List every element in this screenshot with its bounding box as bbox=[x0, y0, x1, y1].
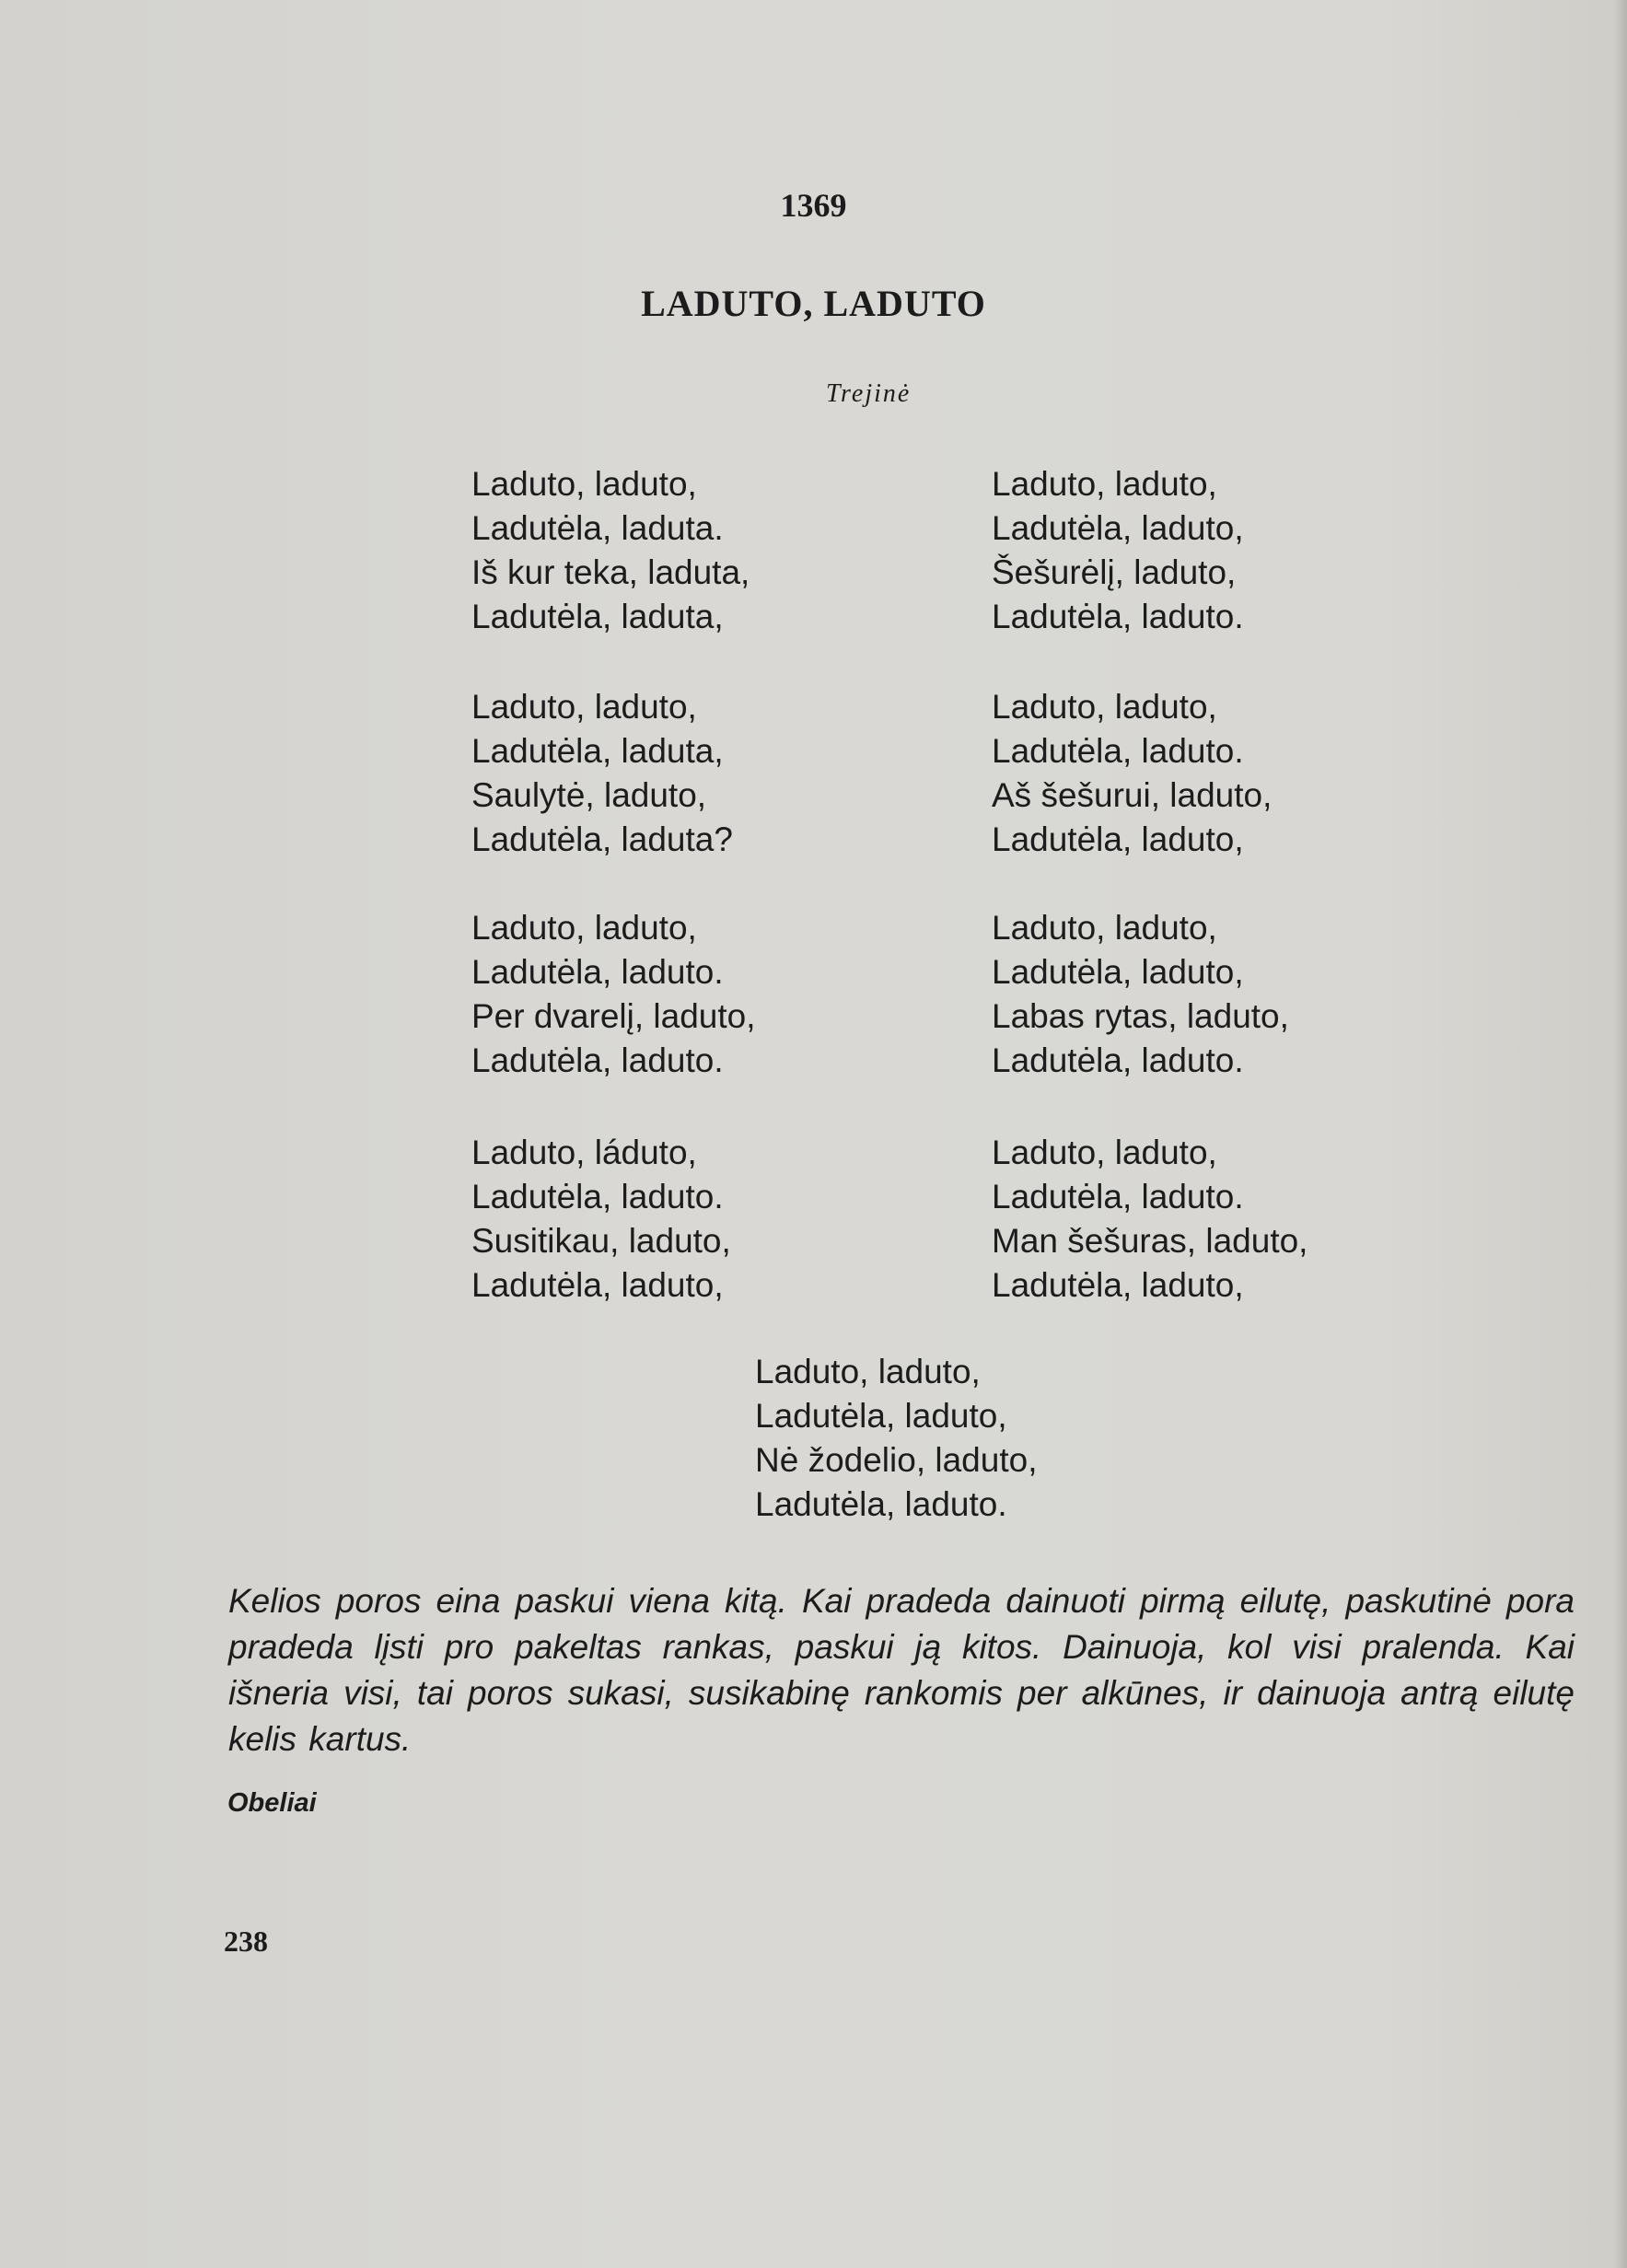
verse-line: Laduto, laduto, bbox=[755, 1353, 981, 1390]
verse-line: Ladutėla, laduto. bbox=[755, 1485, 1007, 1523]
stanza-right-4 bbox=[992, 1131, 1307, 1308]
verse-line: Ladutėla, laduto. bbox=[471, 1041, 724, 1079]
verse-line: Laduto, laduto, bbox=[471, 909, 697, 947]
song-number: 1369 bbox=[780, 187, 847, 224]
verse-line: Šešurėlį, laduto, bbox=[992, 553, 1237, 591]
stanza-right-2 bbox=[992, 685, 1272, 862]
song-subtitle: Trejinė bbox=[826, 379, 912, 408]
verse-line: Ladutėla, laduta, bbox=[471, 598, 724, 635]
verse-line: Ladutėla, laduto, bbox=[471, 1266, 724, 1304]
stanza-right-3 bbox=[992, 906, 1289, 1083]
verse-line: Ladutėla, laduto, bbox=[992, 509, 1244, 547]
stanza-left-3 bbox=[471, 906, 756, 1083]
verse-line: Laduto, laduto, bbox=[992, 1134, 1217, 1171]
verse-line: Ladutėla, laduto, bbox=[992, 953, 1244, 991]
verse-line: Labas rytas, laduto, bbox=[992, 997, 1289, 1035]
verse-line: Ladutėla, laduto. bbox=[992, 732, 1244, 770]
verse-line: Iš kur teka, laduta, bbox=[471, 553, 750, 591]
verse-line: Ladutėla, laduta? bbox=[471, 820, 733, 858]
performance-note: Kelios poros eina paskui viena kitą. Kai pradeda dainuoti pirmą eilutę, paskutinė pora pradeda lįsti pro pakeltas rankas, paskui ją kitos. Dainuoja, kol visi pralenda. Kai išneria visi, tai poros sukasi, susikabinę rankomis per alkūnes, ir dainuoja antrą eilutę kelis kartus. bbox=[228, 1582, 1575, 1758]
verse-line: Aš šešurui, laduto, bbox=[992, 776, 1273, 814]
verse-line: Saulytė, laduto, bbox=[471, 776, 707, 814]
verse-line: Ladutėla, laduto, bbox=[992, 820, 1244, 858]
verse-line: Ladutėla, laduta, bbox=[471, 732, 724, 770]
stanza-right-1 bbox=[992, 462, 1244, 639]
place-of-recording: Obeliai bbox=[227, 1788, 317, 1818]
verse-line: Ladutėla, laduto, bbox=[755, 1397, 1007, 1435]
stanza-left-1 bbox=[471, 462, 750, 639]
verse-line: Laduto, laduto, bbox=[471, 465, 697, 503]
page-number: 238 bbox=[224, 1925, 268, 1958]
verse-line: Ladutėla, laduto. bbox=[471, 1178, 724, 1215]
stanza-final bbox=[755, 1350, 1037, 1527]
stanza-left-2 bbox=[471, 685, 733, 862]
verse-line: Man šešuras, laduto, bbox=[992, 1222, 1308, 1260]
verse-line: Ladutėla, laduto. bbox=[992, 1178, 1244, 1215]
page-edge-shadow bbox=[1614, 0, 1627, 2268]
verse-line: Nė žodelio, laduto, bbox=[755, 1441, 1038, 1479]
verse-line: Susitikau, laduto, bbox=[471, 1222, 731, 1260]
verse-line: Laduto, laduto, bbox=[471, 688, 697, 726]
verse-line: Ladutėla, laduto. bbox=[992, 1041, 1244, 1079]
verse-line: Laduto, laduto, bbox=[992, 465, 1217, 503]
verse-line: Ladutėla, laduto. bbox=[992, 598, 1244, 635]
verse-line: Laduto, laduto, bbox=[992, 909, 1217, 947]
stanza-left-4 bbox=[471, 1131, 731, 1308]
verse-line: Per dvarelį, laduto, bbox=[471, 997, 756, 1035]
verse-line: Laduto, láduto, bbox=[471, 1134, 697, 1171]
verse-line: Ladutėla, laduta. bbox=[471, 509, 724, 547]
song-title: LADUTO, LADUTO bbox=[641, 283, 986, 324]
verse-line: Laduto, laduto, bbox=[992, 688, 1217, 726]
verse-line: Ladutėla, laduto, bbox=[992, 1266, 1244, 1304]
verse-line: Ladutėla, laduto. bbox=[471, 953, 724, 991]
